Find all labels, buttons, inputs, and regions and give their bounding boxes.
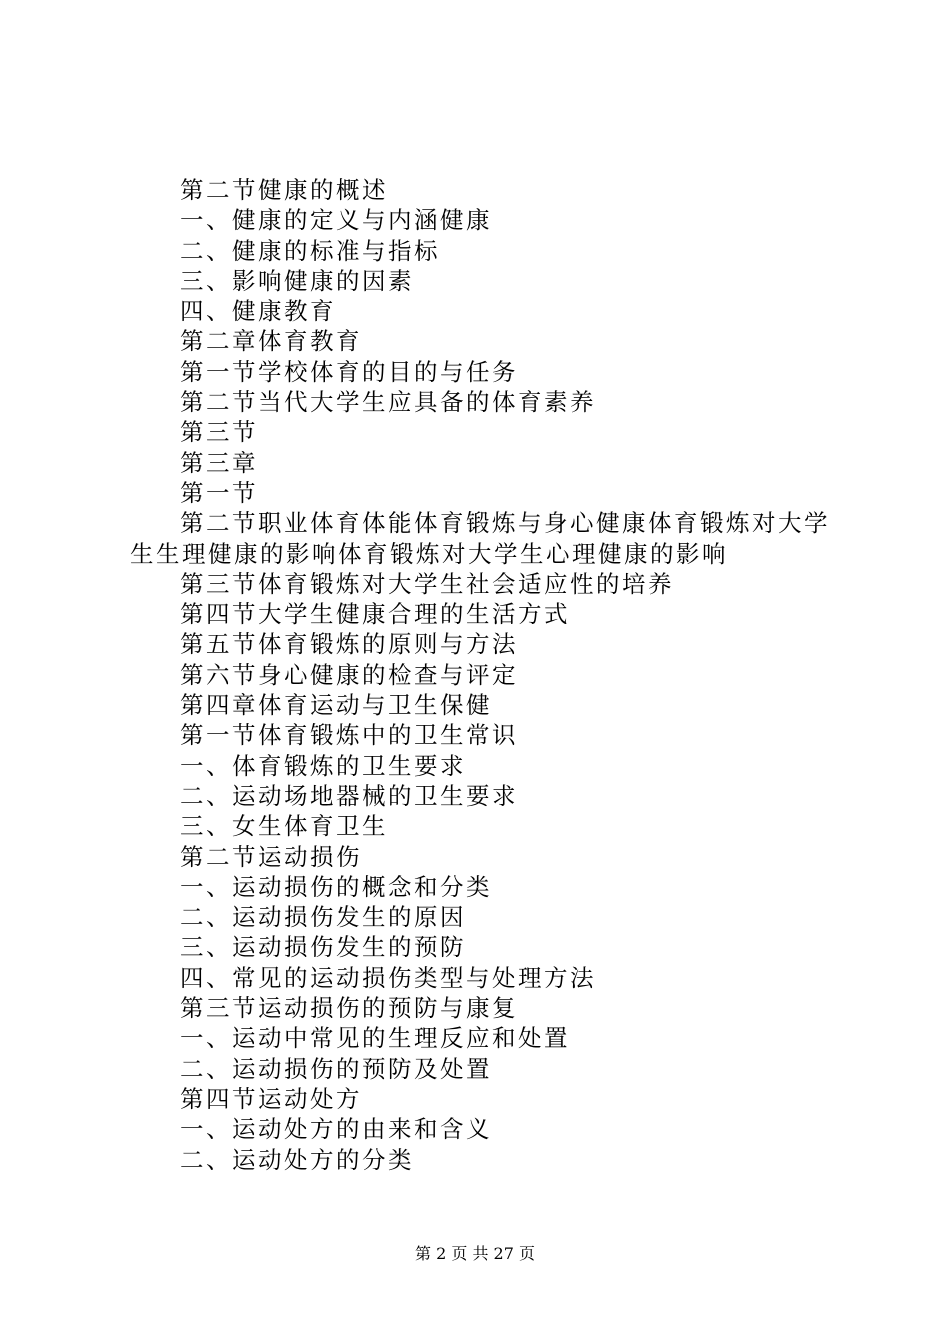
text-line: 三、影响健康的因素 [180, 266, 414, 295]
text-line: 一、体育锻炼的卫生要求 [180, 751, 466, 780]
chapter-heading: 第四章体育运动与卫生保健 [180, 691, 492, 720]
wrapped-paragraph: 第二节职业体育体能体育锻炼与身心健康体育锻炼对大学生生理健康的影响体育锻炼对大学生心理健康的影响 [130, 509, 830, 568]
text-line: 第二节当代大学生应具备的体育素养 [180, 388, 596, 417]
page-footer: 第 2 页 共 27 页 [415, 1244, 535, 1263]
text-line: 四、常见的运动损伤类型与处理方法 [180, 963, 596, 992]
text-line: 一、运动损伤的概念和分类 [180, 872, 492, 901]
text-line: 第三节体育锻炼对大学生社会适应性的培养 [180, 569, 674, 598]
text-line: 一、运动中常见的生理反应和处置 [180, 1024, 570, 1053]
text-line: 二、健康的标准与指标 [180, 236, 440, 265]
text-line: 四、健康教育 [180, 297, 336, 326]
text-line: 第五节体育锻炼的原则与方法 [180, 630, 518, 659]
text-line: 二、运动损伤发生的原因 [180, 903, 466, 932]
text-line: 二、运动处方的分类 [180, 1145, 414, 1174]
text-line: 第一节学校体育的目的与任务 [180, 357, 518, 386]
text-line: 第一节 [180, 478, 258, 507]
text-line: 第三节 [180, 418, 258, 447]
text-line: 三、运动损伤发生的预防 [180, 933, 466, 962]
text-line: 第四节大学生健康合理的生活方式 [180, 600, 570, 629]
chapter-heading: 第三章 [180, 448, 258, 477]
text-line: 三、女生体育卫生 [180, 812, 388, 841]
text-line: 第二节运动损伤 [180, 842, 362, 871]
text-line: 第三节运动损伤的预防与康复 [180, 994, 518, 1023]
text-line: 一、运动处方的由来和含义 [180, 1115, 492, 1144]
document-content [130, 175, 835, 1175]
text-line: 第二节健康的概述 [180, 176, 388, 204]
text-line: 第六节身心健康的检查与评定 [180, 660, 518, 689]
chapter-heading: 第二章体育教育 [180, 327, 362, 356]
text-line: 第四节运动处方 [180, 1084, 362, 1113]
text-line: 二、运动损伤的预防及处置 [180, 1054, 492, 1083]
text-line: 第一节体育锻炼中的卫生常识 [180, 721, 518, 750]
text-line: 一、健康的定义与内涵健康 [180, 206, 492, 235]
text-line: 二、运动场地器械的卫生要求 [180, 781, 518, 810]
